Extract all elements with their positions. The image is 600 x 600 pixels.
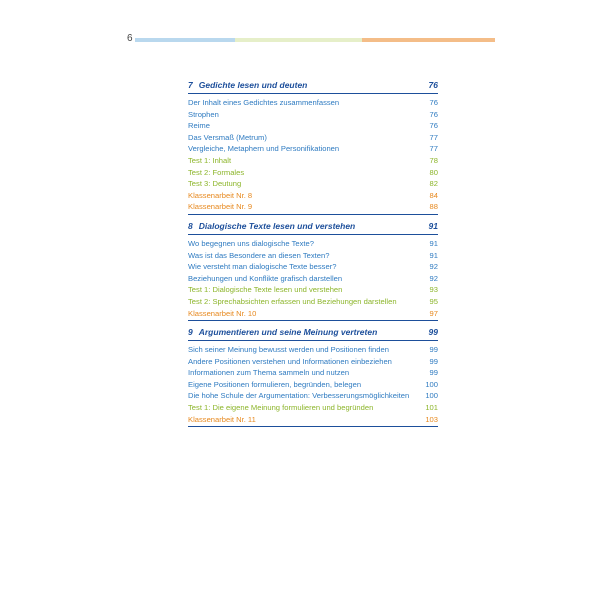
toc-entry-page: 82: [429, 179, 438, 189]
toc-entry[interactable]: [188, 308, 438, 320]
toc-entry-title: Beziehungen und Konflikte grafisch darstellen: [188, 273, 343, 283]
toc-entry-page: 100: [425, 391, 438, 401]
header-bar-green: [235, 38, 362, 42]
toc-entry[interactable]: [188, 296, 438, 308]
toc-entry-title: Klassenarbeit Nr. 9: [188, 202, 253, 212]
header-bar-blue: [135, 38, 235, 42]
toc-entry-title: Die hohe Schule der Argumentation: Verbesserungsmöglichkeiten: [188, 391, 410, 401]
toc-entry[interactable]: [188, 109, 438, 121]
toc-entry-title: Test 1: Inhalt: [188, 155, 232, 165]
toc-entry-page: 93: [429, 285, 438, 295]
toc-entry[interactable]: [188, 261, 438, 273]
chapter-divider: [188, 320, 438, 321]
toc-entry[interactable]: [188, 284, 438, 296]
toc-entry-page: 100: [425, 379, 438, 389]
toc-entry-title: Informationen zum Thema sammeln und nutzen: [188, 368, 350, 378]
toc-entry-page: 99: [429, 345, 438, 355]
toc-entry[interactable]: [188, 120, 438, 132]
toc-entry-title: Sich seiner Meinung bewusst werden und Positionen finden: [188, 345, 389, 355]
toc-entry[interactable]: [188, 238, 438, 250]
chapter-heading[interactable]: [188, 325, 438, 341]
toc-entry-title: Der Inhalt eines Gedichtes zusammenfassen: [188, 98, 340, 107]
chapter-title: Dialogische Texte lesen und verstehen: [198, 220, 356, 231]
toc-entry-page: 78: [429, 155, 438, 165]
chapter-number: 7: [188, 80, 193, 90]
toc-entry[interactable]: [188, 190, 438, 202]
chapter-divider: [188, 426, 438, 427]
chapter-title: Gedichte lesen und deuten: [198, 80, 308, 90]
page-number: 6: [127, 33, 133, 44]
chapter-title: Argumentieren und seine Meinung vertreten: [198, 327, 378, 338]
toc-entry-page: 84: [429, 190, 438, 200]
toc-entry-title: Klassenarbeit Nr. 10: [188, 308, 257, 318]
toc-entry-title: Test 2: Sprechabsichten erfassen und Beziehungen darstellen: [188, 296, 397, 306]
toc-entry[interactable]: [188, 390, 438, 402]
toc-entry[interactable]: [188, 356, 438, 368]
toc-entry-page: 97: [429, 308, 438, 318]
chapter-heading-text: [188, 219, 355, 233]
toc-entry[interactable]: [188, 97, 438, 109]
chapter-section: [188, 325, 438, 427]
chapter-number: 9: [188, 327, 193, 338]
toc-entry[interactable]: [188, 250, 438, 262]
toc-entry[interactable]: [188, 201, 438, 213]
toc-entry-title: Test 3: Deutung: [188, 179, 242, 189]
toc-entry-title: Test 1: Die eigene Meinung formulieren und begründen: [188, 403, 374, 413]
toc-entry[interactable]: [188, 414, 438, 426]
toc-entry-title: Was ist das Besondere an diesen Texten?: [188, 250, 330, 260]
toc-entry-page: 101: [425, 403, 438, 413]
toc-entry-title: Das Versmaß (Metrum): [188, 132, 267, 142]
chapter-heading[interactable]: [188, 78, 438, 94]
toc-entry[interactable]: [188, 273, 438, 285]
toc-entry-page: 99: [429, 368, 438, 378]
toc-entry[interactable]: [188, 178, 438, 190]
chapter-number: 8: [188, 220, 193, 231]
toc-entry-page: 91: [429, 250, 438, 260]
toc-entry-page: 103: [425, 414, 438, 424]
toc-entry-page: 95: [429, 296, 438, 306]
toc-entry-page: 91: [429, 238, 438, 248]
toc-entry[interactable]: [188, 379, 438, 391]
chapter-heading[interactable]: [188, 219, 438, 235]
toc-entry-title: Vergleiche, Metaphern und Personifikationen: [188, 144, 340, 154]
toc-entry[interactable]: [188, 155, 438, 167]
chapter-page: 91: [428, 220, 438, 231]
toc-entry[interactable]: [188, 167, 438, 179]
toc-entry-page: 92: [429, 262, 438, 272]
header-bar-orange: [362, 38, 495, 42]
toc-entry-page: 76: [429, 121, 438, 131]
toc-entry-title: Test 1: Dialogische Texte lesen und verstehen: [188, 285, 343, 295]
toc-entry-page: 80: [429, 167, 438, 177]
toc-entry-title: Wo begegnen uns dialogische Texte?: [188, 238, 314, 248]
toc-entry[interactable]: [188, 132, 438, 144]
toc-entry-page: 88: [429, 202, 438, 212]
toc-entry-page: 92: [429, 273, 438, 283]
toc-entry-title: Eigene Positionen formulieren, begründen, belegen: [188, 379, 362, 389]
toc-entry-title: Klassenarbeit Nr. 8: [188, 190, 253, 200]
chapter-heading-text: [188, 325, 377, 339]
toc-entry-title: Reime: [188, 121, 210, 131]
toc-entry-page: 77: [429, 132, 438, 142]
toc-entry-title: Strophen: [188, 109, 219, 119]
chapter-section: [188, 219, 438, 321]
chapter-page: 76: [428, 80, 438, 90]
toc-entry-title: Klassenarbeit Nr. 11: [188, 414, 256, 424]
chapter-page: 99: [428, 327, 438, 338]
chapter-heading-text: [188, 78, 307, 92]
toc-entry[interactable]: [188, 143, 438, 155]
toc-entry[interactable]: [188, 367, 438, 379]
toc-entry-page: 99: [429, 356, 438, 366]
toc-entry-title: Andere Positionen verstehen und Informationen einbeziehen: [188, 356, 392, 366]
toc-entry-title: Wie versteht man dialogische Texte besser?: [188, 262, 337, 272]
chapter-section: [188, 78, 438, 215]
table-of-contents: [188, 78, 438, 431]
toc-entry-page: 77: [429, 144, 438, 154]
toc-entry-page: 76: [429, 98, 438, 107]
chapter-divider: [188, 214, 438, 215]
toc-entry-page: 76: [429, 109, 438, 119]
toc-entry[interactable]: [188, 344, 438, 356]
toc-entry-title: Test 2: Formales: [188, 167, 245, 177]
toc-entry[interactable]: [188, 402, 438, 414]
